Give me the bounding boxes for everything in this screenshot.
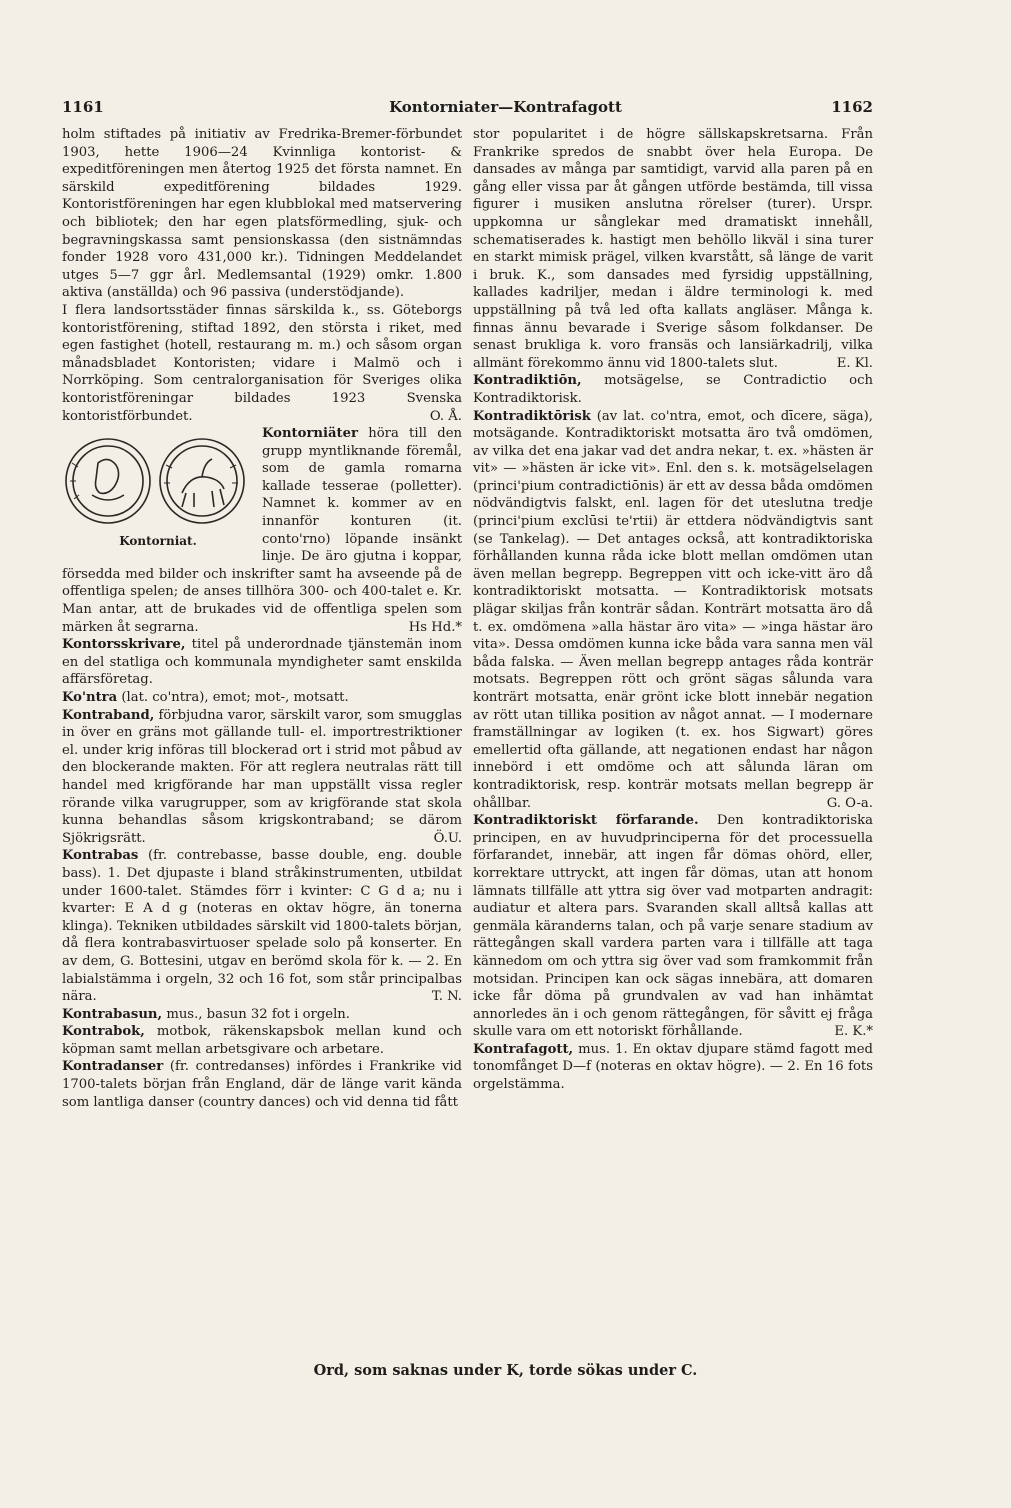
entry-headword: Kontrafagott, bbox=[473, 1041, 574, 1057]
entry-headword: Kontrabasun, bbox=[62, 1006, 163, 1022]
entry-kontra bbox=[62, 689, 462, 707]
entry-kontorsskrivare bbox=[62, 636, 462, 689]
page-number-right: 1162 bbox=[831, 98, 873, 116]
entry-body: höra till den grupp myntliknande föremål, som de gamla romarna kallade tesserae (polletter). Namnet k. kommer av en innanför konturen (it. conto'rno) löpande insänkt linje. De äro gjutna i koppar, försedda med bilder och inskrifter samt ha avseende på de offentliga spelen; de anses tillhöra 300- och 400-talet e. Kr. Man antar, att de brukades vid de offentliga spelen som märken åt segrarna. bbox=[62, 426, 462, 635]
entry-kontorniater bbox=[62, 425, 462, 636]
entry-headword: Ko'ntra bbox=[62, 690, 118, 705]
entry-headword: Kontradanser bbox=[62, 1059, 164, 1075]
entry-body: mus., basun 32 fot i orgeln. bbox=[166, 1006, 350, 1022]
signature: T. N. bbox=[431, 989, 462, 1005]
signature: O. Å. bbox=[429, 408, 462, 424]
signature: G. O-a. bbox=[826, 795, 873, 811]
kontorniat-figure bbox=[62, 433, 254, 551]
entry-kontraband bbox=[62, 707, 462, 848]
entry-body: Den kontradiktoriska principen, en av huvudprinciperna för det processuella förfarandet, innebär, att ingen får dömas ohörd, eller, korrektare uttryckt, att ingen får dömas, utan att honom lämnats tillfälle att yttra sig över vad motparten andragit: audiatur et altera pars. Svaranden skall alltså kallas att genmäla käranderns talan, och på varje senare stadium av rättegången skall vardera parten vara i tillfälle att taga kännedom om och yttra sig över vad som framkommit från motsidan. Principen kan ock sägas innebära, att domaren icke får döma på grundvalen av vad han inhämtat annorledes än i och genom rättegången, för såvitt ej fråga skulle vara om ett notoriskt förhållande. bbox=[473, 813, 873, 1040]
entry-kontrafagott bbox=[473, 1041, 873, 1094]
entry-body: (lat. co'ntra), emot; mot-, motsatt. bbox=[121, 690, 349, 705]
entry-headword: Kontrabok, bbox=[62, 1024, 145, 1040]
entry-kontradiktorisk bbox=[473, 408, 873, 813]
entry-body: motsägelse, se Contradictio och Kontradiktorisk. bbox=[473, 373, 873, 406]
entry-kontradiktoriskt-forfarande bbox=[473, 812, 873, 1041]
entry-kontradiktion bbox=[473, 372, 873, 407]
entry-headword: Kontradiktiōn, bbox=[473, 373, 582, 389]
entry-body: mus. 1. En oktav djupare stämd fagott med tonomfånget D—f (noteras en oktav högre). — 2. En 16 fots orgelstämma. bbox=[473, 1041, 873, 1093]
entry-headword: Kontraband, bbox=[62, 707, 155, 723]
entry-body: titel på underordnade tjänstemän inom en del statliga och kommunala myndigheter samt enskilda affärsföretag. bbox=[62, 637, 462, 688]
entry-headword: Kontradiktōrisk bbox=[473, 408, 591, 424]
entry-body: (fr. contredanses) infördes i Frankrike vid 1700-talets början från England, där de länge varit kända som lantliga danser (country dances) och vid denna tid fått bbox=[62, 1059, 462, 1110]
signature: E. Kl. bbox=[836, 355, 873, 371]
figure-caption: Kontorniat. bbox=[119, 534, 197, 549]
signature: Ö.U. bbox=[433, 830, 462, 846]
entry-headword: Kontorsskrivare, bbox=[62, 637, 186, 653]
kontradanser-continued bbox=[473, 126, 873, 372]
signature: Hs Hd.* bbox=[408, 619, 462, 635]
signature: E. K.* bbox=[834, 1024, 873, 1040]
entry-headword: Kontradiktoriskt förfarande. bbox=[473, 813, 699, 829]
footer-note: Ord, som saknas under K, torde sökas under C. bbox=[313, 1362, 698, 1379]
running-title: Kontorniater—Kontrafagott bbox=[389, 98, 622, 116]
page-number-left: 1161 bbox=[62, 98, 104, 116]
entry-body: motbok, räkenskapsbok mellan kund och köpman samt mellan arbetsgivare och arbetare. bbox=[62, 1024, 462, 1057]
entry-body: förbjudna varor, särskilt varor, som smugglas in över en gräns mot gällande tull- el. importrestriktioner el. under krig införas till blockerad ort i strid mot påbud av den blockerande makten. För att reglera neutralas rätt till handel med krigförande har man uppställt vissa regler rörande vilka varugrupper, som av krigförande stat skola kunna behandlas såsom krigskontraband; se därom Sjökrigsrätt. bbox=[62, 707, 462, 846]
landsort-entry bbox=[62, 302, 462, 425]
entry-body: (av lat. co'ntra, emot, och dīcere, säga), motsägande. Kontradiktoriskt motsatta äro två omdömen, av vilka det ena jakar vad det andra nekar, t. ex. »hästen är vit» — »hästen är icke vit». Enl. den s. k. motsägelselagen (princi'pium contradictiōnis) är ett av dessa båda omdömen nödvändigtvis falskt, enl. lagen för det uteslutna tredje (princi'pium exclūsi te'rtii) är ettdera nödvändigtvis sant (se Tankelag). — Det antages också, att kontradiktoriska förhållanden kunna råda icke blott mellan omdömen utan även mellan begrepp. Begreppen vitt och icke-vitt äro då kontradiktoriskt motsatta. — Kontradiktorisk motsats plägar skiljas från konträr sådan. Konträrt motsatta äro då t. ex. omdömena »alla hästar äro vita» — »inga hästar äro vita». Dessa omdömen kunna icke båda vara sanna men väl båda falska. — Även mellan begrepp antages råda konträr motsats. Begreppen rött och grönt sägas sålunda vara konträrt motsatta, enär grönt icke blott innebär negation av rött utan tillika position av något annat. — I modernare framställningar av logiken (t. ex. hos Sigwart) göres emellertid ofta gällande, att negationen endast har någon innebörd i ett omdöme och att sålunda läran om kontradiktorisk, resp. konträr motsats mellan begrepp är ohållbar. bbox=[473, 408, 874, 811]
left-column bbox=[62, 126, 462, 1111]
right-column bbox=[473, 126, 873, 1094]
continued-text: stor popularitet i de högre sällskapskretsarna. Från Frankrike spredos de snabbt över hela Europa. De dansades av många par samtidigt, varvid alla paren på en gång eller vissa par åt gången utförde bestämda, till vissa figurer i musiken anslutna rörelser (turer). Urspr. uppkomna ur sånglekar med dramatiskt innehåll, schematiserades k. hastigt men behöllo likväl i sina turer en starkt mimisk prägel, vilken kvarstått, så länge de varit i bruk. K., som dansades med fyrsidig uppställning, kallades kadriljer, medan i äldre terminologi k. med uppställning på två led ofta kallats angläser. Många k. finnas ännu bevarade i Sverige såsom folkdanser. De senast brukliga k. voro fransäs och lansiärkadrilj, vilka allmänt förekommo ännu vid 1800-talets slut. bbox=[473, 127, 873, 371]
landsort-text: I flera landsortsstäder finnas särskilda k., ss. Göteborgs kontoristförening, stiftad 1892, den största i riket, med egen fastighet (hotell, restaurang m. m.) och såsom organ månadsbladet Kontoristen; vidare i Malmö och i Norrköping. Som centralorganisation för Sveriges olika kontoristföreningar bildades 1923 Svenska kontoristförbundet. bbox=[62, 302, 462, 424]
entry-kontrabasun bbox=[62, 1006, 462, 1024]
entry-headword: Kontrabas bbox=[62, 848, 139, 864]
kontoristforening-text: holm stiftades på initiativ av Fredrika-Bremer-förbundet 1903, hette 1906—24 Kvinnliga kontorist- & expeditföreningen men återtog 1925 det första namnet. En särskild expeditförening bildades 1929. Kontoristföreningen har egen klubblokal med matservering och bibliotek; den har egen platsförmedling, sjuk- och begravningskassa samt pensionskassa (den sistnämndas fonder 1928 voro 431,000 kr.). Tidningen Meddelandet utges 5—7 ggr årl. Medlemsantal (1929) omkr. 1.800 aktiva (anställda) och 96 passiva (understödjande). bbox=[62, 127, 462, 301]
entry-kontrabas bbox=[62, 847, 462, 1005]
entry-headword: Kontorniäter bbox=[262, 426, 358, 442]
entry-kontrabok bbox=[62, 1023, 462, 1058]
entry-kontradanser bbox=[62, 1058, 462, 1111]
coin-illustration bbox=[62, 433, 250, 533]
entry-body: (fr. contrebasse, basse double, eng. double bass). 1. Det djupaste i bland stråkinstrumenten, utbildat under 1600-talet. Stämdes förr i kvinter: C G d a; nu i kvarter: E A d g (noteras en oktav högre, än tonerna klinga). Tekniken utbildades särskilt vid 1800-talets början, då flera kontrabasvirtuoser spelade solo på konserter. En av dem, G. Bottesini, utgav en berömd skola för k. — 2. En labialstämma i orgeln, 32 och 16 fot, som står principalbas nära. bbox=[62, 848, 462, 1005]
